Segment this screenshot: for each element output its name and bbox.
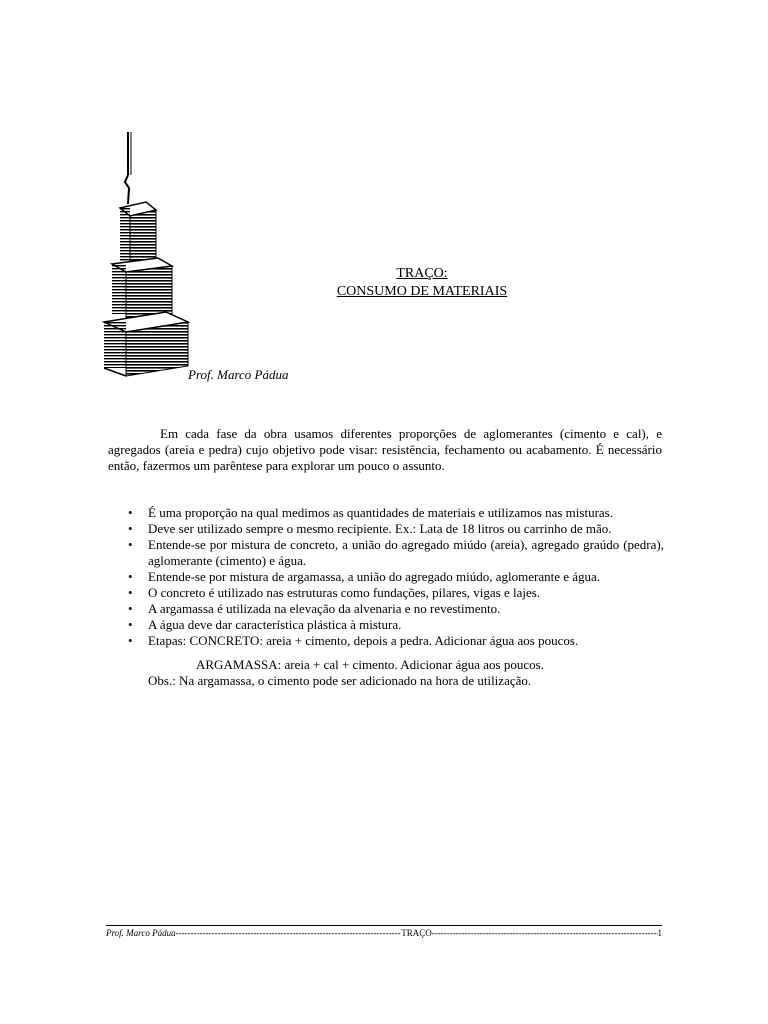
footer-author: Prof. Marco Pádua bbox=[106, 928, 176, 938]
list-item: • A argamassa é utilizada na elevação da alvenaria e no revestimento. bbox=[108, 601, 664, 617]
footer-divider bbox=[106, 925, 662, 926]
list-item: • Entende-se por mistura de concreto, a união do agregado miúdo (areia), agregado graúdo (pedra), aglomerante (cimento) e água. bbox=[108, 537, 664, 569]
footer-dashes bbox=[176, 928, 402, 939]
etapas-argamassa-line: ARGAMASSA: areia + cal + cimento. Adicionar água aos poucos. bbox=[196, 657, 544, 672]
list-item: • Entende-se por mistura de argamassa, a união do agregado miúdo, aglomerante e água. bbox=[108, 569, 664, 585]
document-title bbox=[300, 265, 544, 301]
list-item: • Deve ser utilizado sempre o mesmo recipiente. Ex.: Lata de 18 litros ou carrinho de mão. bbox=[108, 521, 664, 537]
list-item: • Etapas: CONCRETO: areia + cimento, depois a pedra. Adicionar água aos poucos. bbox=[108, 633, 664, 649]
list-item: • O concreto é utilizado nas estruturas como fundações, pilares, vigas e lajes. bbox=[108, 585, 664, 601]
list-item: • A água deve dar característica plástica à mistura. bbox=[108, 617, 664, 633]
footer-section: TRAÇO bbox=[401, 928, 432, 938]
title-line-2: CONSUMO DE MATERIAIS bbox=[336, 284, 508, 299]
footer-dashes bbox=[432, 928, 658, 939]
obs-line: Obs.: Na argamassa, o cimento pode ser adicionado na hora de utilização. bbox=[148, 673, 532, 688]
author-name: Prof. Marco Pádua bbox=[188, 367, 289, 382]
list-item: • É uma proporção na qual medimos as quantidades de materiais e utilizamos nas misturas. bbox=[108, 505, 664, 521]
footer-page-number: 1 bbox=[657, 928, 662, 938]
skyscraper-illustration bbox=[100, 130, 192, 380]
page-footer bbox=[106, 928, 662, 939]
intro-text: Em cada fase da obra usamos diferentes proporções de aglomerantes (cimento e cal), e agregados (areia e pedra) cujo objetivo pode visar: resistência, fechamento ou acabamento. É necessário então, fazermos um parêntese para explorar um pouco o assunto. bbox=[108, 426, 662, 473]
bullet-list bbox=[108, 505, 664, 649]
intro-paragraph bbox=[108, 426, 662, 474]
title-line-1: TRAÇO: bbox=[396, 266, 448, 281]
